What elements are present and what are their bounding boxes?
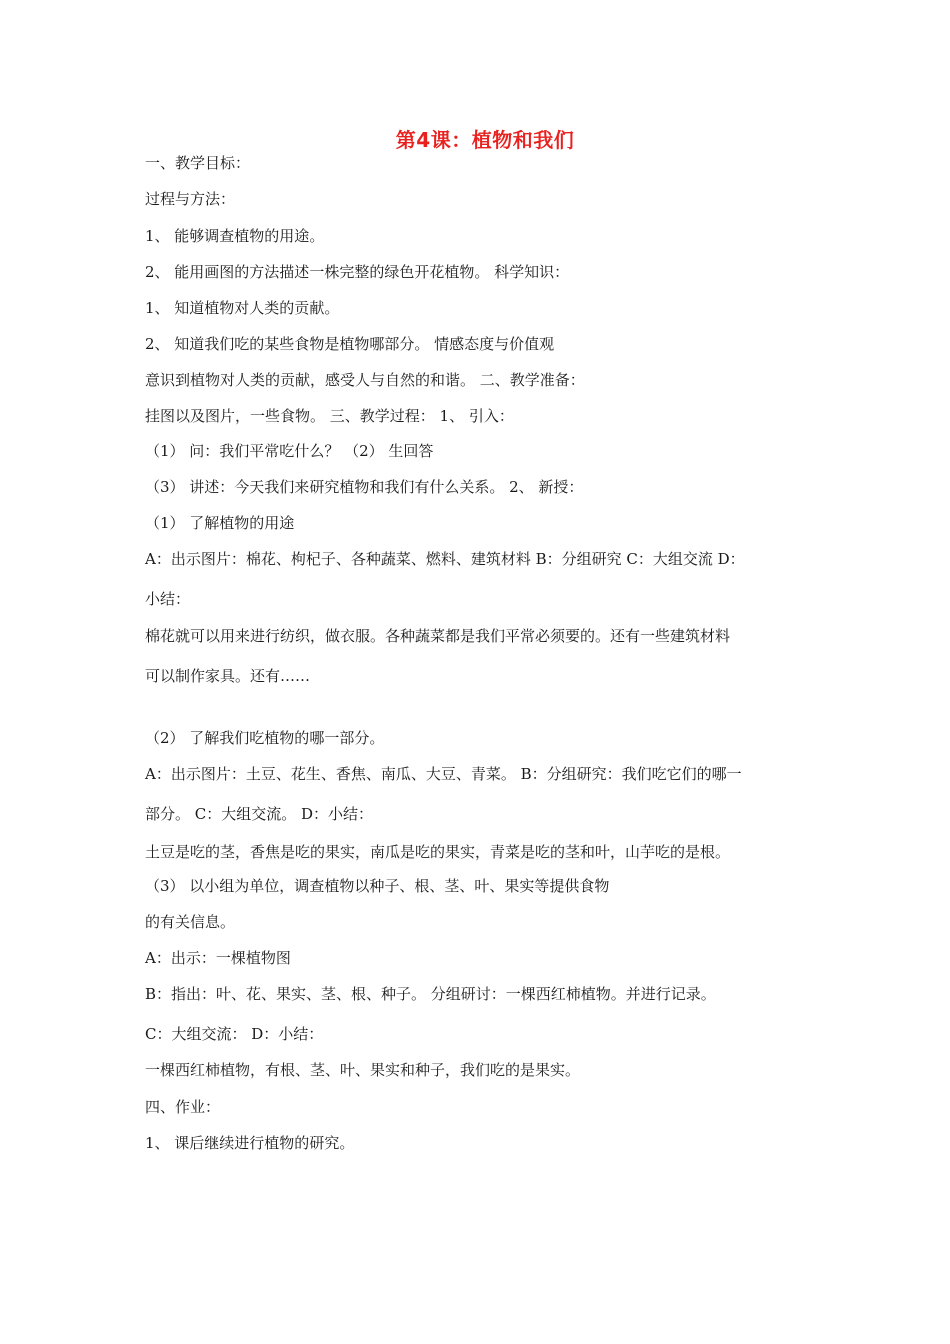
text-line: B：指出：叶、花、果实、茎、根、种子。 分组研讨：一棵西红柿植物。并进行记录。 (145, 985, 716, 1003)
page-title: 第4课：植物和我们 (395, 128, 575, 152)
text-line: 意识到植物对人类的贡献，感受人与自然的和谐。 二、教学准备： (145, 371, 585, 389)
text-line: 的有关信息。 (145, 913, 236, 931)
text-line: 可以制作家具。还有…… (145, 667, 311, 685)
text-line: 1、 能够调查植物的用途。 (145, 227, 325, 245)
text-line: 2、 能用画图的方法描述一株完整的绿色开花植物。 科学知识： (145, 263, 570, 281)
text-line: （1） 问：我们平常吃什么？ （2） 生回答 (145, 442, 434, 460)
text-line: A：出示：一棵植物图 (145, 949, 291, 967)
text-line: （3） 讲述：今天我们来研究植物和我们有什么关系。 2、 新授： (145, 478, 584, 496)
subheading-process-method: 过程与方法： (145, 190, 236, 208)
text-line: 挂图以及图片，一些食物。 三、教学过程： 1、 引入： (145, 407, 514, 425)
heading-teaching-goals: 一、教学目标： (145, 154, 251, 172)
text-line: A：出示图片：棉花、枸杞子、各种蔬菜、燃料、建筑材料 B：分组研究 C：大组交流 D： (145, 550, 745, 568)
text-line: （1） 了解植物的用途 (145, 514, 295, 532)
heading-homework: 四、作业： (145, 1098, 221, 1116)
text-line: 2、 知道我们吃的某些食物是植物哪部分。 情感态度与价值观 (145, 335, 555, 353)
text-line: 土豆是吃的茎，香焦是吃的果实，南瓜是吃的果实，青菜是吃的茎和叶，山芋吃的是根。 (145, 843, 731, 861)
text-line: 一棵西红柿植物，有根、茎、叶、果实和种子，我们吃的是果实。 (145, 1061, 581, 1079)
text-line: A：出示图片：土豆、花生、香焦、南瓜、大豆、青菜。 B：分组研究：我们吃它们的哪一 (145, 765, 742, 783)
text-line: 1、 知道植物对人类的贡献。 (145, 299, 340, 317)
text-line: （3） 以小组为单位，调查植物以种子、根、茎、叶、果实等提供食物 (145, 877, 610, 895)
text-line: （2） 了解我们吃植物的哪一部分。 (145, 729, 385, 747)
text-line: C：大组交流： D：小结： (145, 1025, 324, 1043)
text-line: 小结： (145, 590, 191, 608)
text-line: 部分。 C：大组交流。 D：小结： (145, 805, 374, 823)
text-line: 棉花就可以用来进行纺织，做衣服。各种蔬菜都是我们平常必须要的。还有一些建筑材料 (145, 627, 731, 645)
text-line: 1、 课后继续进行植物的研究。 (145, 1134, 355, 1152)
